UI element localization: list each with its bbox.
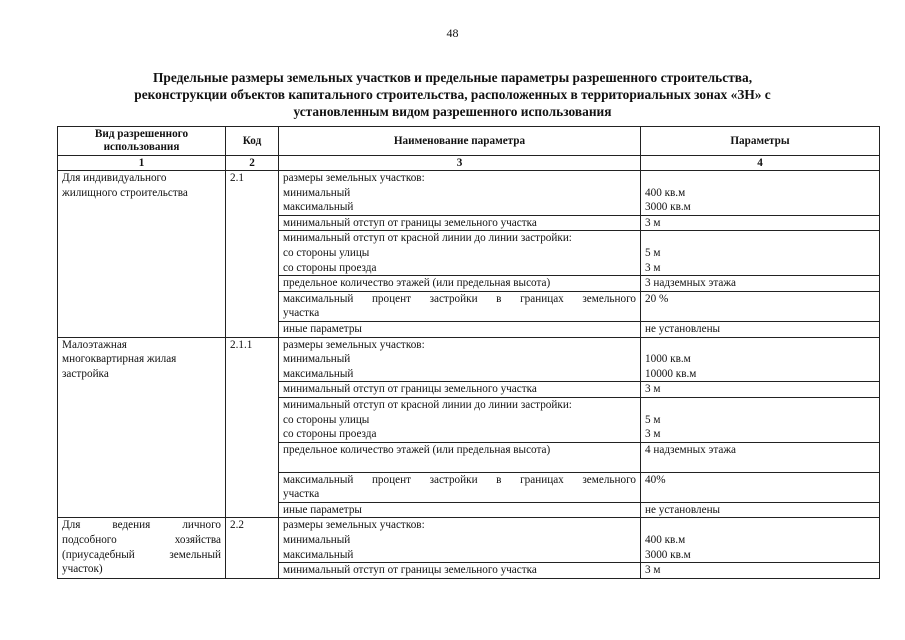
param-name-cell: [279, 321, 641, 337]
table-row: [58, 518, 880, 563]
parameters-table: [57, 126, 880, 579]
code-cell: 2.1: [226, 171, 279, 338]
title-line-1: Предельные размеры земельных участков и предельные параметры разрешенного строительства,: [152, 70, 753, 85]
param-value-cell: [641, 231, 880, 276]
header-param-name: Наименование параметра: [279, 127, 641, 156]
param-name-cell: [279, 337, 641, 382]
param-value-line: 3 м: [645, 216, 661, 229]
param-value-line: [645, 338, 875, 353]
param-name-cell: [279, 397, 641, 442]
param-value-cell: [641, 337, 880, 382]
use-type-line: жилищного строительства: [62, 186, 188, 199]
param-name-line: размеры земельных участков:: [283, 172, 425, 184]
use-type-cell: [58, 518, 226, 578]
use-type-line: Малоэтажная: [62, 338, 127, 351]
param-value-line: 3 м: [645, 428, 661, 441]
column-number: 3: [279, 156, 641, 171]
param-name-line: минимальный: [283, 534, 351, 547]
title-line-3: установленным видом разрешенного использования: [293, 104, 612, 119]
param-value-line: 3 надземных этажа: [645, 277, 737, 290]
use-type-line: (приусадебный земельный: [62, 548, 221, 561]
column-numbers-row: [58, 156, 880, 171]
param-name-cell: [279, 231, 641, 276]
code-cell: 2.1.1: [226, 337, 279, 518]
param-name-line: максимальный процент застройки в границах земельного: [283, 473, 636, 486]
param-name-line: со стороны улицы: [283, 413, 370, 426]
param-value-cell: [641, 502, 880, 518]
param-value-line: 40%: [645, 473, 666, 486]
param-value-line: 3000 кв.м: [645, 548, 691, 561]
param-value-cell: [641, 397, 880, 442]
param-name-cell: [279, 472, 641, 502]
param-name-cell: [279, 518, 641, 563]
param-name-line: размеры земельных участков:: [283, 338, 425, 351]
param-value-line: 1000 кв.м: [645, 353, 691, 366]
param-value-line: 5 м: [645, 246, 661, 259]
param-value-cell: [641, 442, 880, 472]
use-type-line: застройка: [62, 367, 109, 380]
param-value-cell: [641, 171, 880, 216]
table-row: [58, 171, 880, 216]
param-name-line: минимальный: [283, 353, 351, 366]
param-name-line: минимальный отступ от границы земельного участка: [283, 564, 537, 577]
param-value-line: 400 кв.м: [645, 186, 686, 199]
use-type-line: Для ведения личного: [62, 519, 221, 532]
param-value-line: 400 кв.м: [645, 534, 686, 547]
param-name-cell: [279, 502, 641, 518]
param-name-cell: [279, 442, 641, 472]
table-row: [58, 337, 880, 382]
code-cell: 2.2: [226, 518, 279, 578]
param-name-line: минимальный отступ от красной линии до линии застройки:: [283, 398, 572, 411]
param-name-line: размеры земельных участков:: [283, 519, 425, 532]
param-value-line: не установлены: [645, 503, 721, 516]
use-type-line: участок): [62, 563, 103, 576]
param-value-cell: [641, 276, 880, 292]
param-name-line: участка: [283, 488, 320, 501]
param-value-cell: [641, 382, 880, 398]
param-name-cell: [279, 215, 641, 231]
param-name-line: со стороны проезда: [283, 261, 377, 274]
param-name-line: максимальный процент застройки в границах земельного: [283, 292, 636, 305]
param-name-line: максимальный: [283, 367, 354, 380]
param-value-line: 4 надземных этажа: [645, 443, 737, 456]
use-type-line: подсобного хозяйства: [62, 534, 221, 547]
use-type-cell: [58, 337, 226, 518]
param-name-line: минимальный отступ от границы земельного участка: [283, 383, 537, 396]
header-params: Параметры: [641, 127, 880, 156]
header-code: Код: [226, 127, 279, 156]
param-value-line: 3 м: [645, 261, 661, 274]
param-value-cell: [641, 518, 880, 563]
param-value-line: 5 м: [645, 413, 661, 426]
param-value-line: 10000 кв.м: [645, 367, 697, 380]
use-type-cell: [58, 171, 226, 338]
param-value-cell: [641, 563, 880, 579]
use-type-line: Для индивидуального: [62, 172, 167, 184]
param-name-line: участка: [283, 307, 320, 320]
param-name-line: минимальный отступ от границы земельного участка: [283, 216, 537, 229]
param-name-cell: [279, 276, 641, 292]
param-name-cell: [279, 382, 641, 398]
param-name-cell: [279, 563, 641, 579]
param-name-line: иные параметры: [283, 322, 362, 335]
param-name-line: максимальный: [283, 201, 354, 214]
param-value-cell: [641, 291, 880, 321]
param-value-line: [645, 171, 875, 186]
param-name-line: со стороны проезда: [283, 428, 377, 441]
column-number: 2: [226, 156, 279, 171]
table-body: [58, 171, 880, 579]
param-value-cell: [641, 321, 880, 337]
param-name-line: минимальный: [283, 186, 351, 199]
document-title: [60, 69, 845, 120]
param-name-line: предельное количество этажей (или предельная высота): [283, 443, 551, 456]
title-line-2: реконструкции объектов капитального строительства, расположенных в территориальных зонах «ЗН» с: [134, 87, 771, 102]
page-number: 48: [446, 26, 459, 40]
param-name-cell: [279, 291, 641, 321]
param-name-cell: [279, 171, 641, 216]
param-name-line: максимальный: [283, 548, 354, 561]
param-value-line: 3000 кв.м: [645, 201, 691, 214]
param-name-line: со стороны улицы: [283, 246, 370, 259]
param-value-cell: [641, 215, 880, 231]
use-type-line: многоквартирная жилая: [62, 353, 177, 366]
column-number: 1: [58, 156, 226, 171]
param-value-line: 3 м: [645, 383, 661, 396]
column-number: 4: [641, 156, 880, 171]
param-value-cell: [641, 472, 880, 502]
param-value-line: не установлены: [645, 322, 721, 335]
table-header-row: [58, 127, 880, 156]
param-value-line: 20 %: [645, 292, 669, 305]
param-name-line: минимальный отступ от красной линии до линии застройки:: [283, 232, 572, 245]
param-name-line: предельное количество этажей (или предельная высота): [283, 277, 551, 290]
param-value-line: 3 м: [645, 564, 661, 577]
param-name-line: иные параметры: [283, 503, 362, 516]
param-value-line: [645, 231, 875, 246]
param-value-line: [645, 398, 875, 413]
header-use: Вид разрешенного использования: [58, 127, 226, 156]
param-value-line: [645, 518, 875, 533]
